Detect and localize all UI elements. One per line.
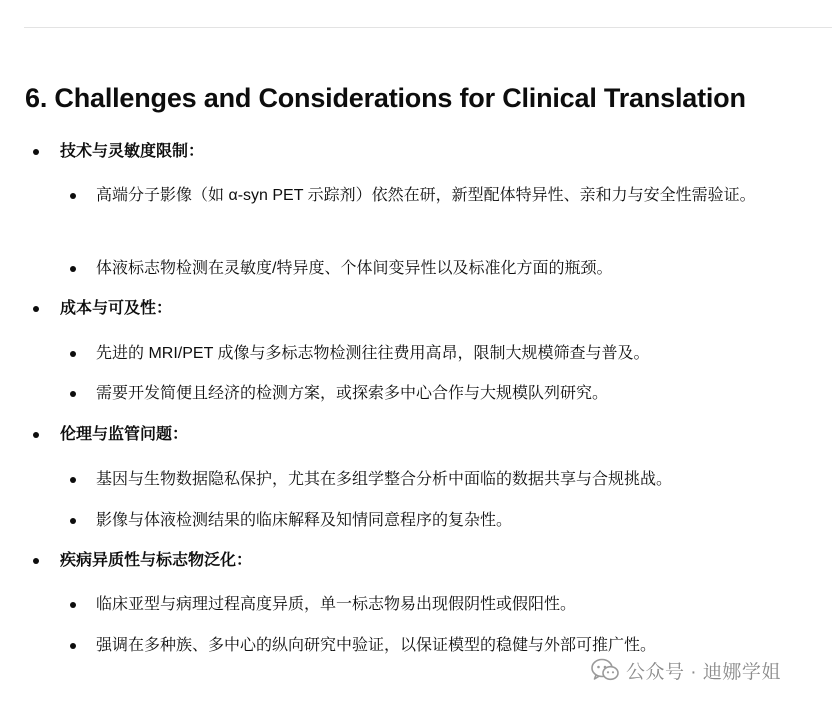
list-item: 强调在多种族、多中心的纵向研究中验证，以保证模型的稳健与外部可推广性。 <box>96 637 657 654</box>
list-item: 先进的 MRI/PET 成像与多标志物检测往往费用高昂，限制大规模筛查与普及。 <box>96 345 650 362</box>
list-item: 需要开发简便且经济的检测方案，或探索多中心合作与大规模队列研究。 <box>96 385 609 402</box>
list-item: 临床亚型与病理过程高度异质，单一标志物易出现假阴性或假阳性。 <box>96 596 577 613</box>
section-divider <box>24 27 832 28</box>
bullet-icon <box>70 391 76 397</box>
watermark <box>591 655 781 685</box>
bullet-icon <box>33 306 39 312</box>
bullet-icon <box>33 432 39 438</box>
bullet-icon <box>70 643 76 649</box>
topic-label: 疾病异质性与标志物泛化： <box>60 552 253 569</box>
bullet-icon <box>70 518 76 524</box>
list-item: 基因与生物数据隐私保护，尤其在多组学整合分析中面临的数据共享与合规挑战。 <box>96 471 673 488</box>
bullet-icon <box>70 477 76 483</box>
topic-label: 技术与灵敏度限制： <box>60 143 205 160</box>
list-item: 体液标志物检测在灵敏度/特异度、个体间变异性以及标准化方面的瓶颈。 <box>96 260 613 277</box>
topic-label: 伦理与监管问题： <box>60 426 189 443</box>
bullet-icon <box>70 351 76 357</box>
list-item: 影像与体液检测结果的临床解释及知情同意程序的复杂性。 <box>96 512 513 529</box>
bullet-icon <box>70 266 76 272</box>
bullet-icon <box>70 193 76 199</box>
bullet-icon <box>33 149 39 155</box>
list-item: 高端分子影像（如 α-syn PET 示踪剂）依然在研，新型配体特异性、亲和力与安全性需验证。 <box>96 187 756 204</box>
watermark-text: 公众号 · 迪娜学姐 <box>626 661 781 683</box>
section-title: 6. Challenges and Considerations for Clinical Translation <box>25 83 746 113</box>
wechat-icon <box>591 658 619 682</box>
bullet-icon <box>33 558 39 564</box>
bullet-icon <box>70 602 76 608</box>
topic-label: 成本与可及性： <box>60 300 173 317</box>
